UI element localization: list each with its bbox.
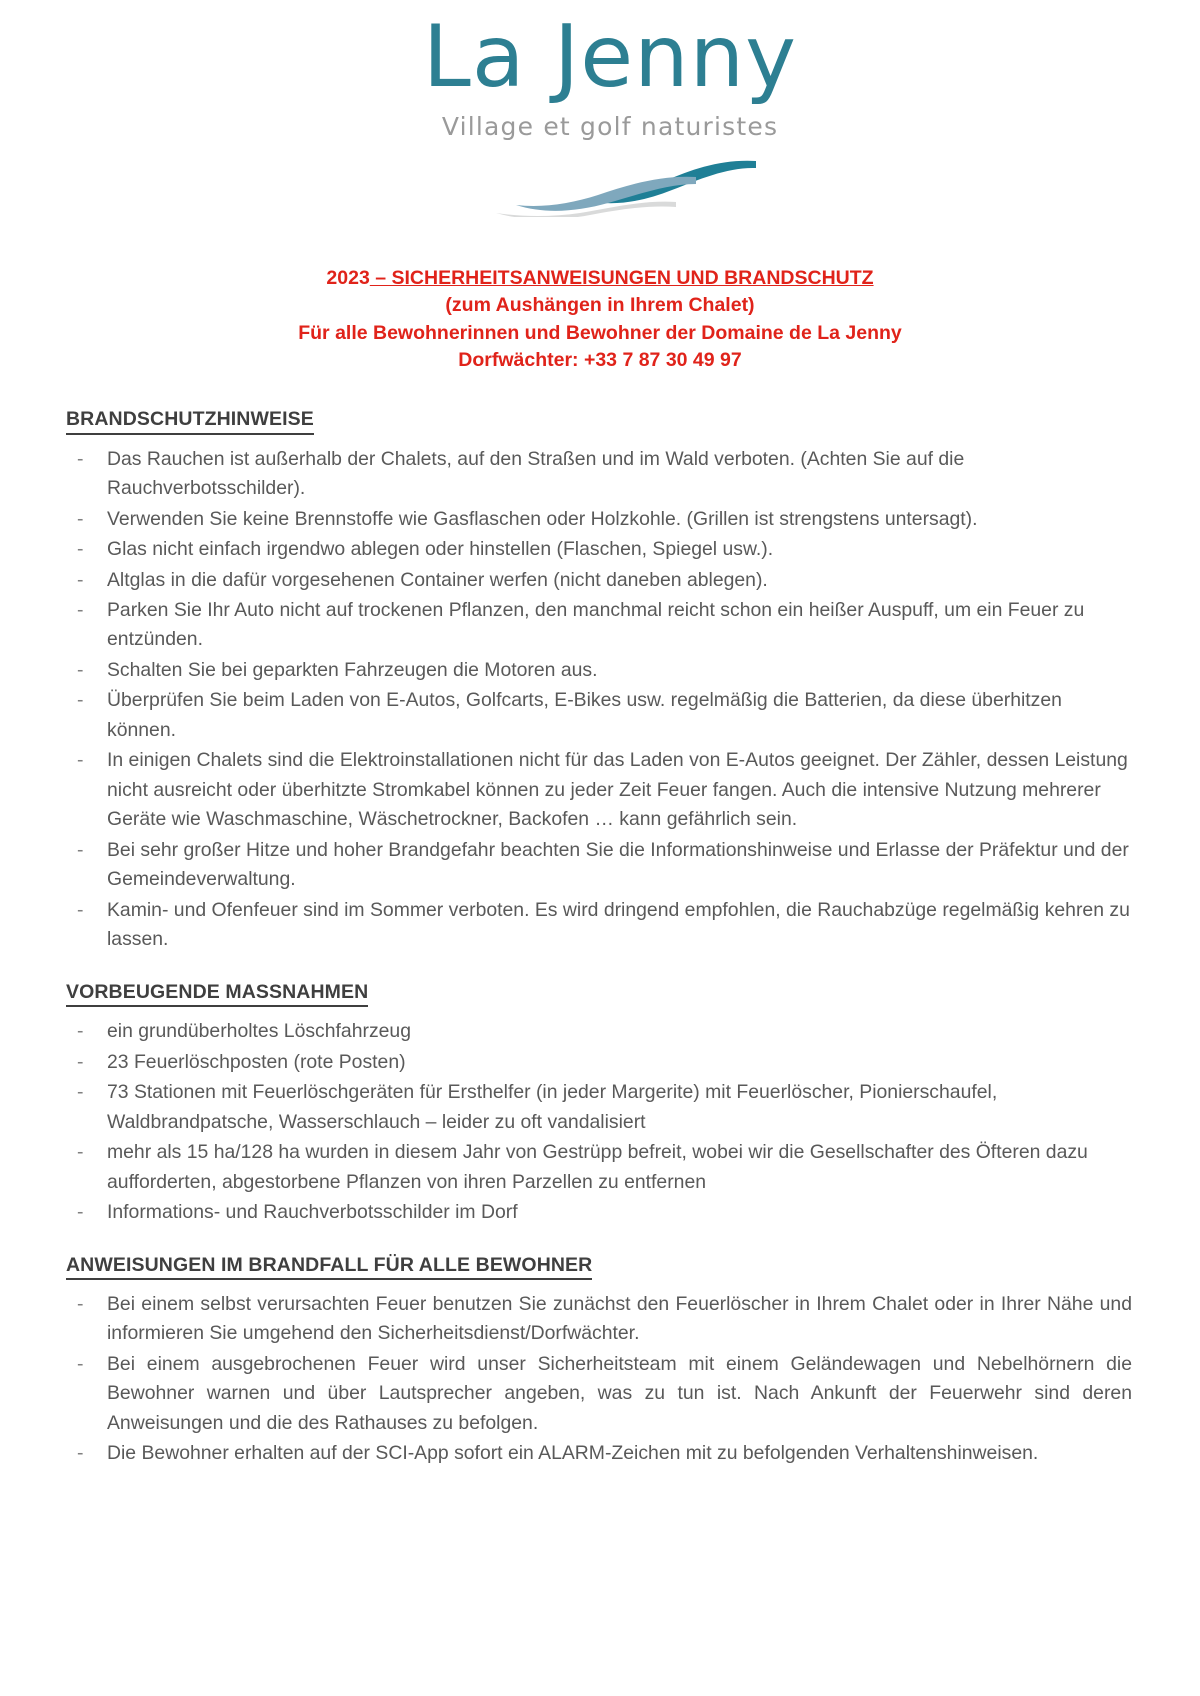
- bullet-item: - Parken Sie Ihr Auto nicht auf trockenen Pflanzen, den manchmal reicht schon ein heißer Auspuff, um ein Feuer zu entzünden.: [66, 596, 1134, 655]
- section-heading-row: [66, 981, 1134, 1011]
- bullet-item: - Die Bewohner erhalten auf der SCI-App sofort ein ALARM-Zeichen mit zu befolgenden Verhaltenshinweisen.: [66, 1439, 1134, 1468]
- bullet-item: - Bei einem ausgebrochenen Feuer wird unser Sicherheitsteam mit einem Geländewagen und Nebelhörnern die Bewohner warnen und über Lautsprecher angeben, was zu tun ist. Nach Ankunft der Feuerwehr sind deren Anweisungen und die des Rathauses zu befolgen.: [66, 1350, 1134, 1438]
- section-heading: BRANDSCHUTZHINWEISE: [66, 408, 314, 434]
- bullet-item: - 73 Stationen mit Feuerlöschgeräten für Ersthelfer (in jeder Margerite) mit Feuerlöscher, Pionierschaufel, Waldbrandpatsche, Wasserschlauch – leider zu oft vandalisiert: [66, 1078, 1134, 1137]
- bullet-item: - Verwenden Sie keine Brennstoffe wie Gasflaschen oder Holzkohle. (Grillen ist strengstens untersagt).: [66, 505, 1134, 534]
- section: [66, 981, 1134, 1228]
- bullet-item: - Überprüfen Sie beim Laden von E-Autos, Golfcarts, E-Bikes usw. regelmäßig die Batterien, da diese überhitzen können.: [66, 686, 1134, 745]
- title-line-1: [66, 265, 1134, 292]
- bullet-item: - Schalten Sie bei geparkten Fahrzeugen die Motoren aus.: [66, 656, 1134, 685]
- bullet-item: - Bei sehr großer Hitze und hoher Brandgefahr beachten Sie die Informationshinweise und Erlasse der Präfektur und der Gemeindeverwaltung.: [66, 836, 1134, 895]
- bullet-item: - 23 Feuerlöschposten (rote Posten): [66, 1048, 1134, 1077]
- bullet-item: - ein grundüberholtes Löschfahrzeug: [66, 1017, 1134, 1046]
- logo-wordmark: La Jenny: [422, 7, 798, 107]
- section: [66, 1254, 1134, 1469]
- section-heading-row: [66, 408, 1134, 438]
- document-body: [66, 408, 1134, 1469]
- title-line-3: Für alle Bewohnerinnen und Bewohner der Domaine de La Jenny: [298, 321, 902, 344]
- logo-wave-icon: [460, 155, 760, 217]
- section: [66, 408, 1134, 955]
- logo-tagline: Village et golf naturistes: [441, 112, 779, 141]
- bullet-item: - Informations- und Rauchverbotsschilder im Dorf: [66, 1198, 1134, 1227]
- bullet-list: [66, 1290, 1134, 1469]
- logo-header: [66, 0, 1134, 217]
- title-line-4-emergency-phone: Dorfwächter: +33 7 87 30 49 97: [458, 348, 742, 371]
- bullet-item: - Das Rauchen ist außerhalb der Chalets, auf den Straßen und im Wald verboten. (Achten Sie auf die Rauchverbotsschilder).: [66, 445, 1134, 504]
- bullet-item: - Bei einem selbst verursachten Feuer benutzen Sie zunächst den Feuerlöscher in Ihrem Chalet oder in Ihrer Nähe und informieren Sie umgehend den Sicherheitsdienst/Dorfwächter.: [66, 1290, 1134, 1349]
- bullet-item: - Kamin- und Ofenfeuer sind im Sommer verboten. Es wird dringend empfohlen, die Rauchabzüge regelmäßig kehren zu lassen.: [66, 896, 1134, 955]
- logo-lockup: [400, 7, 820, 217]
- section-heading: ANWEISUNGEN IM BRANDFALL FÜR ALLE BEWOHNER: [66, 1254, 592, 1280]
- bullet-item: - In einigen Chalets sind die Elektroinstallationen nicht für das Laden von E-Autos geeignet. Der Zähler, dessen Leistung nicht ausreicht oder überhitzte Stromkabel können zu jeder Zeit Feuer fangen. Auch die intensive Nutzung mehrerer Geräte wie Waschmaschine, Wäschetrockner, Backofen … kann gefährlich sein.: [66, 746, 1134, 834]
- title-line-2: (zum Aushängen in Ihrem Chalet): [445, 294, 755, 317]
- title-year: 2023: [326, 267, 370, 289]
- bullet-item: - Altglas in die dafür vorgesehenen Container werfen (nicht daneben ablegen).: [66, 566, 1134, 595]
- bullet-item: - Glas nicht einfach irgendwo ablegen oder hinstellen (Flaschen, Spiegel usw.).: [66, 535, 1134, 564]
- bullet-item: - mehr als 15 ha/128 ha wurden in diesem Jahr von Gestrüpp befreit, wobei wir die Gesellschafter des Öfteren dazu aufforderten, abgestorbene Pflanzen von ihren Parzellen zu entfernen: [66, 1138, 1134, 1197]
- document-title-block: [66, 265, 1134, 374]
- bullet-list: [66, 1017, 1134, 1227]
- bullet-list: [66, 445, 1134, 955]
- section-heading-row: [66, 1254, 1134, 1284]
- section-heading: VORBEUGENDE MASSNAHMEN: [66, 981, 368, 1007]
- title-line-1-underlined: – SICHERHEITSANWEISUNGEN UND BRANDSCHUTZ: [369, 267, 874, 289]
